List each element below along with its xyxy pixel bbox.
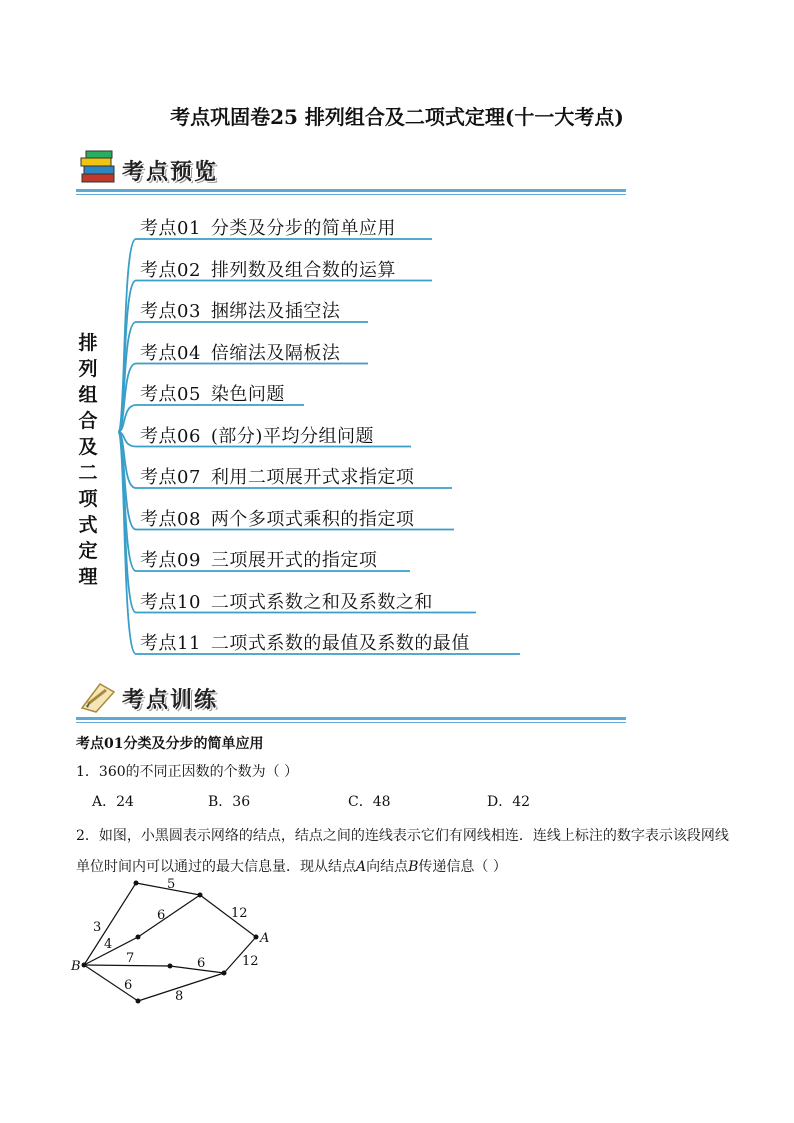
topic-text: 分类及分步的简单应用 <box>210 218 396 239</box>
question-2-line-1: 2．如图，小黑圆表示网络的结点，结点之间的连线表示它们有网线相连．连线上标注的数字表示该段网线 <box>76 828 729 844</box>
topic-text: 三项展开式的指定项 <box>210 550 378 571</box>
vertical-title-char: 合 <box>78 410 98 432</box>
node-label-b: B <box>71 959 81 974</box>
topic-text: 染色问题 <box>210 384 285 405</box>
topic-text: 利用二项展开式求指定项 <box>210 467 415 488</box>
q2-text-b: 向结点 <box>366 859 409 875</box>
edge-label: 4 <box>104 937 113 952</box>
graph-node <box>82 963 87 968</box>
graph-edge <box>200 895 256 937</box>
question-1: 1．360的不同正因数的个数为（ ） <box>76 764 299 780</box>
vertical-title-char: 式 <box>78 514 98 536</box>
vertical-title-char: 定 <box>78 540 98 562</box>
topic-code: 考点06 <box>140 425 201 447</box>
vertical-title-char: 及 <box>78 436 98 458</box>
graph-node <box>136 999 141 1004</box>
topic-text: 捆绑法及插空法 <box>210 301 341 322</box>
q2-node-a: A <box>356 859 367 875</box>
edge-label: 12 <box>242 954 259 969</box>
q2-text-a: 单位时间内可以通过的最大信息量．现从结点 <box>76 859 356 875</box>
vertical-title-char: 组 <box>78 384 98 406</box>
edge-label: 6 <box>124 978 133 993</box>
vertical-title-char: 列 <box>78 358 98 380</box>
q2-node-b: B <box>408 859 419 875</box>
topic-code: 考点05 <box>140 384 201 405</box>
edge-label: 6 <box>197 956 206 971</box>
edge-label: 8 <box>175 989 184 1004</box>
topic-code: 考点08 <box>140 508 201 530</box>
topic-text: 两个多项式乘积的指定项 <box>210 508 415 530</box>
topic-code: 考点01 <box>140 218 201 239</box>
topic-text: (部分)平均分组问题 <box>210 425 374 447</box>
topic-code: 考点10 <box>140 591 201 613</box>
training-section-label: 考点训练 <box>122 688 219 713</box>
graph-edge <box>138 895 200 937</box>
preview-section-label: 考点预览 <box>122 160 219 185</box>
edge-label: 12 <box>231 906 248 921</box>
graph-node <box>168 964 173 969</box>
q1-option-d[interactable]: D．42 <box>487 794 531 810</box>
q2-text-c: 传递信息（ ） <box>418 859 507 875</box>
q1-option-b[interactable]: B．36 <box>208 794 251 810</box>
q1-option-a[interactable]: A．24 <box>92 794 134 810</box>
vertical-title-char: 理 <box>78 566 98 588</box>
topic-code: 考点07 <box>140 467 201 488</box>
q1-option-c[interactable]: C．48 <box>348 794 391 810</box>
edge-label: 5 <box>167 877 176 892</box>
topic-code: 考点03 <box>140 301 201 322</box>
graph-node <box>134 881 139 886</box>
edge-label: 3 <box>93 920 102 935</box>
vertical-title-char: 项 <box>78 488 98 510</box>
node-label-a: A <box>260 931 270 946</box>
subsection-title: 考点01分类及分步的简单应用 <box>76 736 264 752</box>
vertical-title-char: 排 <box>78 332 98 354</box>
graph-node <box>136 935 141 940</box>
topic-text: 倍缩法及隔板法 <box>210 342 341 364</box>
topic-text: 二项式系数的最值及系数的最值 <box>210 633 470 654</box>
graph-node <box>254 935 259 940</box>
graph-node <box>222 971 227 976</box>
topic-code: 考点11 <box>140 633 201 654</box>
topic-code: 考点02 <box>140 259 201 281</box>
vertical-title-char: 二 <box>78 462 98 484</box>
edge-label: 6 <box>157 908 166 923</box>
topic-code: 考点04 <box>140 342 201 364</box>
topic-code: 考点09 <box>140 550 201 571</box>
graph-node <box>198 893 203 898</box>
edge-label: 7 <box>126 951 135 966</box>
topic-text: 二项式系数之和及系数之和 <box>210 591 433 613</box>
page-title: 考点巩固卷25 排列组合及二项式定理(十一大考点) <box>170 105 624 129</box>
topic-text: 排列数及组合数的运算 <box>210 259 396 281</box>
